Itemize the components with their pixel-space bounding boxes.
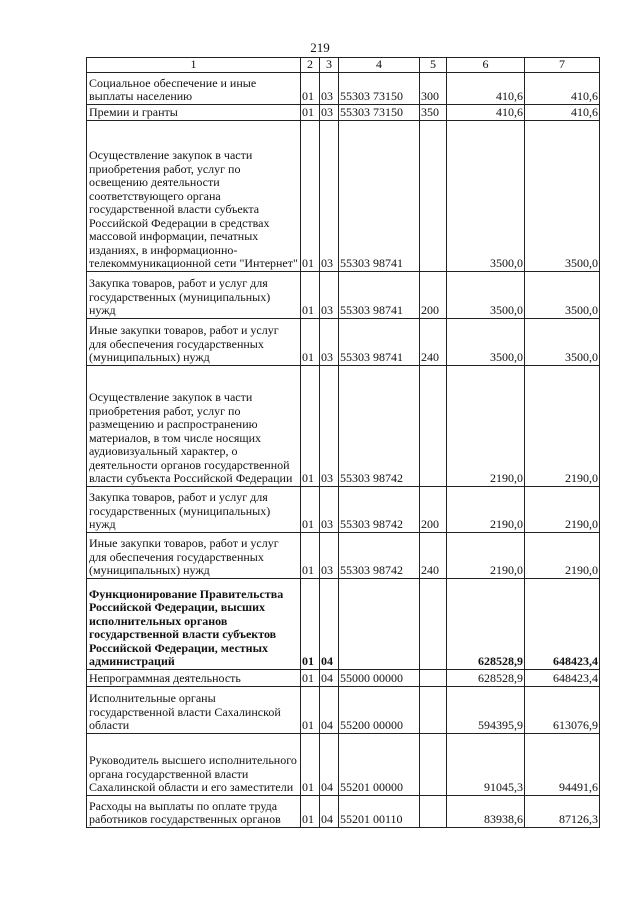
header-cell: 5 [420, 58, 447, 73]
target-article-code: 55303 73150 [339, 72, 420, 104]
target-article-code: 55200 00000 [339, 686, 420, 733]
subsection-code: 03 [320, 532, 339, 578]
section-code: 01 [301, 795, 320, 827]
section-code: 01 [301, 578, 320, 669]
target-article-code: 55303 98742 [339, 532, 420, 578]
header-cell: 6 [447, 58, 525, 73]
subsection-code: 03 [320, 486, 339, 532]
amount-year-1: 3500,0 [447, 271, 525, 318]
target-article-code: 55303 98741 [339, 120, 420, 271]
expense-type-code [420, 686, 447, 733]
table-row [87, 578, 600, 669]
table-row [87, 318, 600, 365]
amount-year-1: 3500,0 [447, 120, 525, 271]
amount-year-2: 87126,3 [525, 795, 600, 827]
section-code: 01 [301, 686, 320, 733]
expense-type-code: 350 [420, 104, 447, 120]
section-code: 01 [301, 271, 320, 318]
amount-year-1: 628528,9 [447, 578, 525, 669]
row-name: Закупка товаров, работ и услуг для государственных (муниципальных) нужд [87, 486, 301, 532]
section-code: 01 [301, 486, 320, 532]
amount-year-2: 3500,0 [525, 318, 600, 365]
subsection-code: 04 [320, 733, 339, 795]
subsection-code: 03 [320, 72, 339, 104]
target-article-code [339, 578, 420, 669]
expense-type-code [420, 120, 447, 271]
table-row [87, 120, 600, 271]
amount-year-2: 3500,0 [525, 271, 600, 318]
expense-type-code: 300 [420, 72, 447, 104]
section-code: 01 [301, 104, 320, 120]
amount-year-1: 410,6 [447, 104, 525, 120]
target-article-code: 55303 73150 [339, 104, 420, 120]
row-name: Премии и гранты [87, 104, 301, 120]
table-row [87, 669, 600, 686]
page-number: 219 [310, 40, 330, 55]
header-cell: 3 [320, 58, 339, 73]
header-cell: 7 [525, 58, 600, 73]
subsection-code: 04 [320, 686, 339, 733]
amount-year-1: 2190,0 [447, 532, 525, 578]
amount-year-2: 2190,0 [525, 365, 600, 486]
subsection-code: 04 [320, 669, 339, 686]
row-name: Закупка товаров, работ и услуг для государственных (муниципальных) нужд [87, 271, 301, 318]
table-row [87, 532, 600, 578]
table-row [87, 486, 600, 532]
table-row [87, 104, 600, 120]
expense-type-code: 240 [420, 532, 447, 578]
row-name: Функционирование Правительства Российской Федерации, высших исполнительных органов государственной власти субъектов Российской Федерации, местных администраций [87, 578, 301, 669]
target-article-code: 55000 00000 [339, 669, 420, 686]
row-name: Расходы на выплаты по оплате труда работников государственных органов [87, 795, 301, 827]
amount-year-2: 2190,0 [525, 532, 600, 578]
subsection-code: 03 [320, 104, 339, 120]
header-cell: 2 [301, 58, 320, 73]
header-row [87, 58, 600, 73]
row-name: Иные закупки товаров, работ и услуг для обеспечения государственных (муниципальных) нужд [87, 318, 301, 365]
section-code: 01 [301, 532, 320, 578]
section-code: 01 [301, 669, 320, 686]
amount-year-2: 94491,6 [525, 733, 600, 795]
expense-type-code: 200 [420, 271, 447, 318]
amount-year-1: 83938,6 [447, 795, 525, 827]
subsection-code: 03 [320, 318, 339, 365]
row-name: Социальное обеспечение и иные выплаты населению [87, 72, 301, 104]
expense-type-code: 240 [420, 318, 447, 365]
target-article-code: 55201 00000 [339, 733, 420, 795]
header-cell: 1 [87, 58, 301, 73]
amount-year-1: 2190,0 [447, 486, 525, 532]
amount-year-2: 613076,9 [525, 686, 600, 733]
subsection-code: 04 [320, 578, 339, 669]
header-cell: 4 [339, 58, 420, 73]
amount-year-1: 3500,0 [447, 318, 525, 365]
amount-year-2: 648423,4 [525, 669, 600, 686]
expense-type-code [420, 669, 447, 686]
row-name: Исполнительные органы государственной власти Сахалинской области [87, 686, 301, 733]
section-code: 01 [301, 318, 320, 365]
expense-type-code [420, 795, 447, 827]
target-article-code: 55303 98742 [339, 486, 420, 532]
table-row [87, 271, 600, 318]
target-article-code: 55303 98742 [339, 365, 420, 486]
amount-year-2: 410,6 [525, 104, 600, 120]
expense-type-code [420, 733, 447, 795]
subsection-code: 03 [320, 120, 339, 271]
row-name: Иные закупки товаров, работ и услуг для обеспечения государственных (муниципальных) нужд [87, 532, 301, 578]
amount-year-1: 594395,9 [447, 686, 525, 733]
amount-year-1: 628528,9 [447, 669, 525, 686]
table-row [87, 365, 600, 486]
target-article-code: 55303 98741 [339, 271, 420, 318]
table-row [87, 686, 600, 733]
expense-type-code: 200 [420, 486, 447, 532]
row-name: Непрограммная деятельность [87, 669, 301, 686]
row-name: Осуществление закупок в части приобретения работ, услуг по размещению и распространению материалов, в том числе носящих аудиовизуальный характер, о деятельности органов государственной власти субъекта Российской Федерации [87, 365, 301, 486]
subsection-code: 03 [320, 271, 339, 318]
amount-year-1: 91045,3 [447, 733, 525, 795]
target-article-code: 55303 98741 [339, 318, 420, 365]
subsection-code: 04 [320, 795, 339, 827]
budget-table [86, 57, 600, 828]
table-row [87, 795, 600, 827]
amount-year-2: 648423,4 [525, 578, 600, 669]
subsection-code: 03 [320, 365, 339, 486]
row-name: Руководитель высшего исполнительного органа государственной власти Сахалинской области и его заместители [87, 733, 301, 795]
section-code: 01 [301, 365, 320, 486]
amount-year-1: 410,6 [447, 72, 525, 104]
table-row [87, 733, 600, 795]
target-article-code: 55201 00110 [339, 795, 420, 827]
section-code: 01 [301, 120, 320, 271]
amount-year-2: 3500,0 [525, 120, 600, 271]
expense-type-code [420, 578, 447, 669]
expense-type-code [420, 365, 447, 486]
amount-year-1: 2190,0 [447, 365, 525, 486]
section-code: 01 [301, 72, 320, 104]
table-row [87, 72, 600, 104]
row-name: Осуществление закупок в части приобретения работ, услуг по освещению деятельности соответствующего органа государственной власти субъекта Российской Федерации в средствах массовой информации, печатных изданиях, в информационно-телекоммуникационной сети "Интернет" [87, 120, 301, 271]
amount-year-2: 410,6 [525, 72, 600, 104]
section-code: 01 [301, 733, 320, 795]
amount-year-2: 2190,0 [525, 486, 600, 532]
